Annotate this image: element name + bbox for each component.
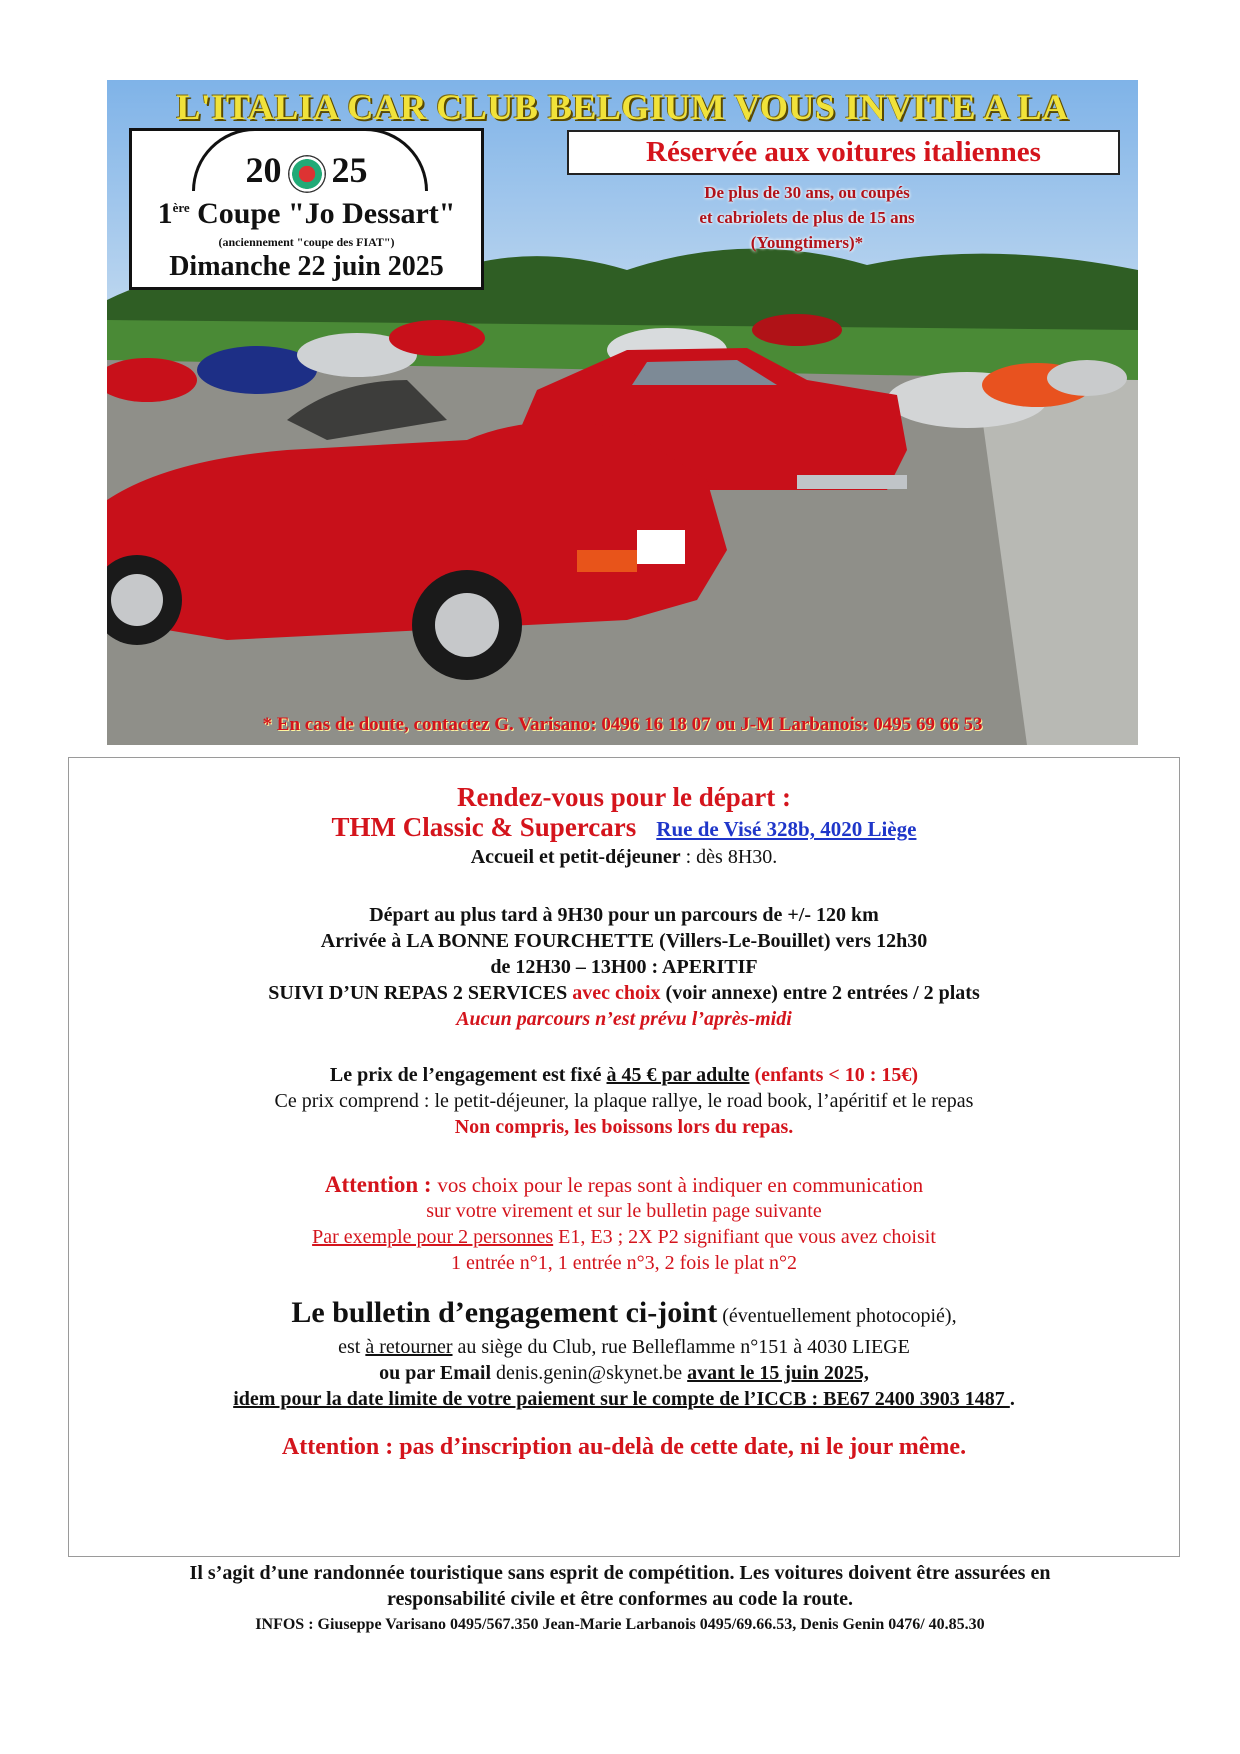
arrival-line: Arrivée à LA BONNE FOURCHETTE (Villers-Le-Bouillet) vers 12h30 (320, 930, 928, 952)
example-line: Par exemple pour 2 personnes E1, E3 ; 2X P2 signifiant que vous avez choisit (312, 1226, 936, 1248)
payment-line: idem pour la date limite de votre paiement sur le compte de l’ICCB : BE67 2400 3903 1487 . (233, 1388, 1015, 1410)
departure-line: Départ au plus tard à 9H30 pour un parcours de +/- 120 km (369, 904, 879, 926)
price-includes: Ce prix comprend : le petit-déjeuner, la plaque rallye, le road book, l’apéritif et le repas (274, 1090, 974, 1112)
footer-infos: INFOS : Giuseppe Varisano 0495/567.350 Jean-Marie Larbanois 0495/69.66.53, Denis Genin 0476/ 40.85.30 (255, 1616, 985, 1633)
venue-line (69, 812, 1179, 843)
club-emblem-icon (288, 155, 326, 193)
reserved-italian-cars: Réservée aux voitures italiennes (567, 130, 1120, 175)
doubt-contact: * En cas de doute, contactez G. Varisano: 0496 16 18 07 ou J-M Larbanois: 0495 69 66 53 (262, 714, 983, 735)
email-address[interactable]: denis.genin@skynet.be (491, 1362, 688, 1384)
hero-photo (107, 80, 1138, 745)
venue-address-link[interactable]: Rue de Visé 328b, 4020 Liège (656, 817, 917, 841)
year-left: 20 (245, 150, 282, 190)
plate-year (132, 149, 481, 193)
age-requirement: De plus de 30 ans, ou coupés et cabriolets de plus de 15 ans (Youngtimers)* (699, 183, 915, 252)
rendezvous-title: Rendez-vous pour le départ : (457, 782, 791, 812)
no-afternoon-note: Aucun parcours n’est prévu l’après-midi (456, 1008, 792, 1030)
venue-name: THM Classic & Supercars (331, 812, 637, 842)
welcome-line: Accueil et petit-déjeuner : dès 8H30. (470, 846, 778, 868)
aperitif-line: de 12H30 – 13H00 : APERITIF (490, 956, 758, 978)
email-line: ou par Email denis.genin@skynet.be avant le 15 juin 2025, (379, 1362, 869, 1384)
attention-meal-choice: Attention : vos choix pour le repas sont à indiquer en communication (324, 1172, 924, 1197)
club-invitation-banner: L'ITALIA CAR CLUB BELGIUM VOUS INVITE A LA (176, 87, 1069, 127)
example-line-2: 1 entrée n°1, 1 entrée n°3, 2 fois le plat n°2 (450, 1252, 798, 1274)
attention-meal-choice-2: sur votre virement et sur le bulletin page suivante (426, 1200, 822, 1222)
footer-disclaimer-2: responsabilité civile et être conformes au code la route. (386, 1588, 853, 1610)
price-line: Le prix de l’engagement est fixé à 45 € par adulte (enfants < 10 : 15€) (329, 1064, 919, 1086)
coupe-title: 1ère Coupe "Jo Dessart" (157, 197, 456, 230)
bulletin-line: Le bulletin d’engagement ci-joint (éventuellement photocopié), (291, 1296, 957, 1329)
rally-plate (129, 128, 484, 290)
meal-line: SUIVI D’UN REPAS 2 SERVICES avec choix (voir annexe) entre 2 entrées / 2 plats (268, 982, 980, 1004)
event-date: Dimanche 22 juin 2025 (169, 251, 444, 282)
attention-deadline: Attention : pas d’inscription au-delà de cette date, ni le jour même. (281, 1434, 967, 1460)
return-line: est à retourner au siège du Club, rue Belleflamme n°151 à 4030 LIEGE (338, 1336, 910, 1358)
event-details-box (68, 757, 1180, 1557)
coupe-formerly: (anciennement "coupe des FIAT") (218, 235, 395, 249)
year-right: 25 (331, 150, 368, 190)
not-included: Non compris, les boissons lors du repas. (454, 1116, 794, 1138)
footer-disclaimer-1: Il s’agit d’une randonnée touristique sans esprit de compétition. Les voitures doivent être assurées en (189, 1562, 1051, 1584)
